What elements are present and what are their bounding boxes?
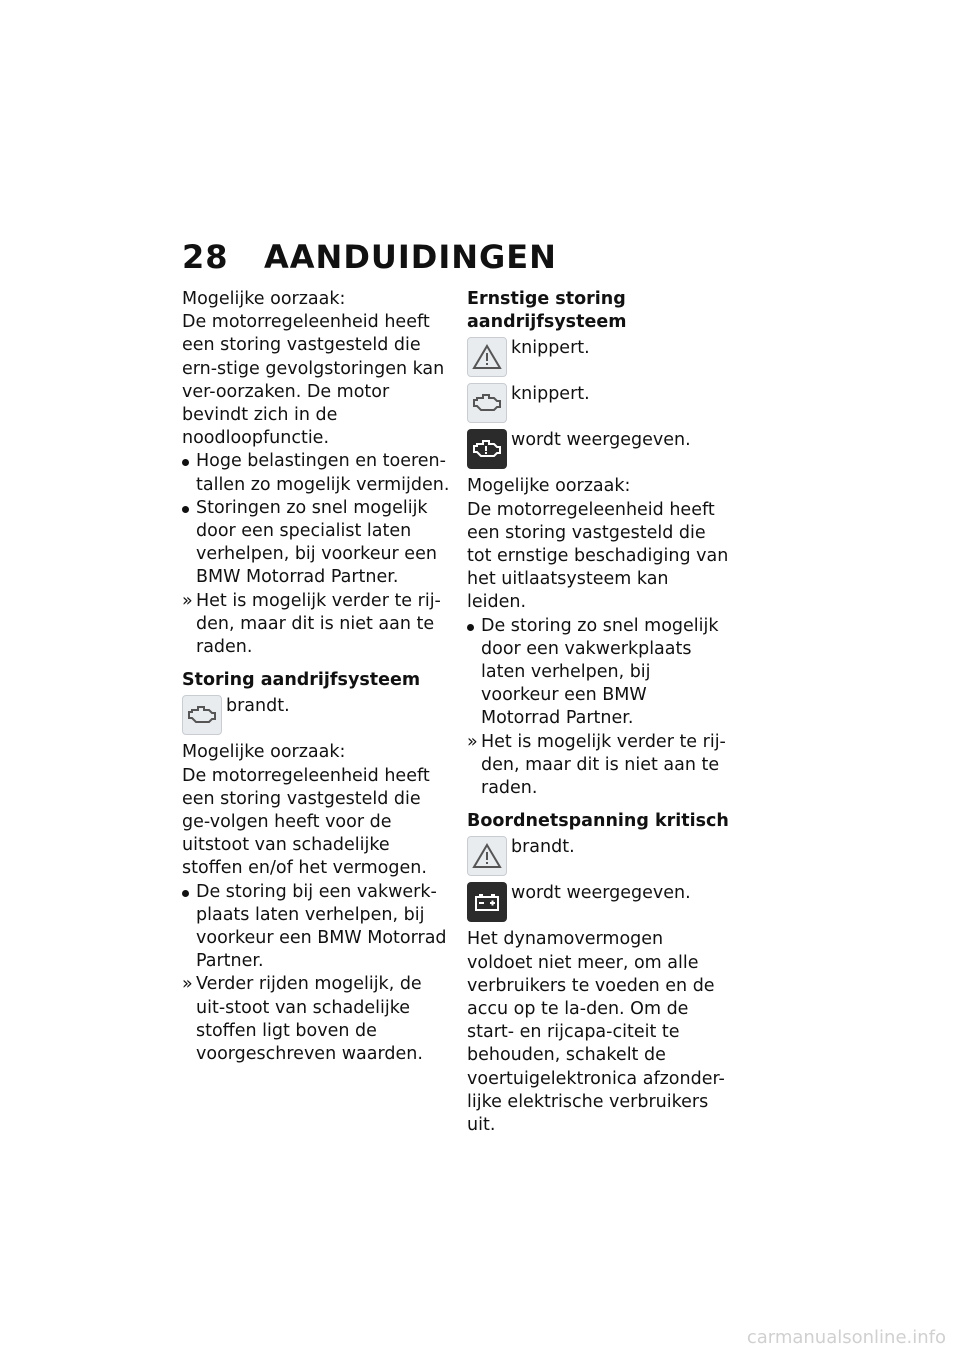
cause-text: De motorregeleenheid heeft een storing vastgesteld die ge-volgen heeft voor de uitstoot van schadelijke stoffen en/of het vermogen. <box>182 765 430 879</box>
warning-triangle-icon <box>467 836 507 876</box>
page-header <box>182 238 557 276</box>
page-number: 28 <box>182 238 229 276</box>
list-item: De storing bij een vakwerk-plaats laten verhelpen, bij voorkeur een BMW Motorrad Partner. <box>182 881 450 974</box>
cause-label: Mogelijke oorzaak: <box>182 742 346 763</box>
indicator-row: brandt. <box>467 836 729 876</box>
result-arrow-icon: » <box>182 590 193 611</box>
engine-check-icon <box>182 695 222 735</box>
left-column <box>182 288 450 1066</box>
right-column <box>467 288 729 1137</box>
list-item: Storingen zo snel mogelijk door een specialist laten verhelpen, bij voorkeur een BMW Motorrad Partner. <box>182 497 450 590</box>
section-title: Boordnetspanning kritisch <box>467 811 729 832</box>
warning-triangle-icon <box>467 337 507 377</box>
note-item: » Verder rijden mogelijk, de uit-stoot van schadelijke stoffen ligt boven de voorgeschreven waarden. <box>182 974 423 1065</box>
bullet-dot <box>182 459 189 466</box>
indicator-row: wordt weergegeven. <box>467 882 729 922</box>
cause-label: Mogelijke oorzaak: <box>467 476 631 497</box>
section-title: Storing aandrijfsysteem <box>182 670 421 691</box>
section-title: Ernstige storing aandrijfsysteem <box>467 289 627 333</box>
indicator-row: knippert. <box>467 383 729 423</box>
battery-icon <box>467 882 507 922</box>
engine-check-icon <box>467 383 507 423</box>
result-arrow-icon: » <box>182 974 193 995</box>
bullet-dot <box>182 506 189 513</box>
result-arrow-icon: » <box>467 731 478 752</box>
list-item: De storing zo snel mogelijk door een vakwerkplaats laten verhelpen, bij voorkeur een BMW Motorrad Partner. <box>467 615 729 731</box>
indicator-row: knippert. <box>467 337 729 377</box>
list-item: Hoge belastingen en toeren-tallen zo mogelijk vermijden. <box>182 450 450 496</box>
cause-text: De motorregeleenheid heeft een storing vastgesteld die ern-stige gevolgstoringen kan ver-oorzaken. De motor bevindt zich in de noodloopfunctie. <box>182 312 445 449</box>
watermark: carmanualsonline.info <box>746 1327 946 1348</box>
indicator-row: wordt weergegeven. <box>467 429 729 469</box>
cause-text: De motorregeleenheid heeft een storing vastgesteld die tot ernstige beschadiging van het uitlaatsysteem kan leiden. <box>467 499 729 613</box>
bullet-dot <box>182 890 189 897</box>
indicator-row: brandt. <box>182 695 450 735</box>
final-text: Het dynamovermogen voldoet niet meer, om alle verbruikers te voeden en de accu op te la-den. Om de start- en rijcapa-citeit te behouden, schakelt de voertuigelektronica afzonder-lijke elektrische verbruikers uit. <box>467 929 725 1136</box>
page-title: AANDUIDINGEN <box>264 238 557 276</box>
bullet-dot <box>467 624 474 631</box>
cause-label: Mogelijke oorzaak: <box>182 289 346 309</box>
note-item: » Het is mogelijk verder te rij-den, maar dit is niet aan te raden. <box>182 590 441 658</box>
engine-display-icon <box>467 429 507 469</box>
note-item: » Het is mogelijk verder te rij-den, maar dit is niet aan te raden. <box>467 731 726 799</box>
